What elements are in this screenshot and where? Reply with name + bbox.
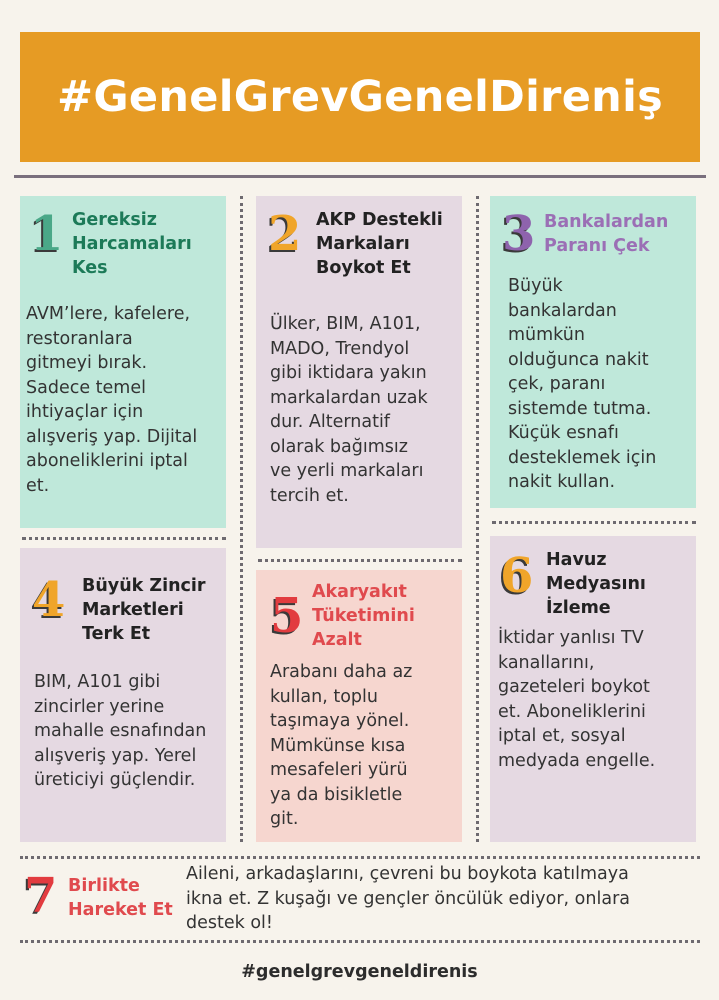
- card-1: [20, 196, 226, 528]
- card-number: 7: [24, 868, 58, 924]
- card-title: Gereksiz Harcamaları Kes: [72, 210, 192, 278]
- card-title: Havuz Medyasını İzleme: [546, 550, 646, 618]
- card-number: 3: [502, 206, 536, 262]
- card-4: [20, 548, 226, 842]
- card-title: Akaryakıt Tüketimini Azalt: [312, 582, 415, 650]
- separator-horizontal: [20, 940, 700, 943]
- card-5: [256, 570, 462, 842]
- card-body: Aileni, arkadaşlarını, çevreni bu boykota katılmaya ikna et. Z kuşağı ve gençler öncülük ediyor, onlara destek ol!: [186, 864, 630, 933]
- card-body: Büyük bankalardan mümkün olduğunca nakit çek, paranı sistemde tutma. Küçük esnafı desteklemek için nakit kullan.: [508, 276, 657, 492]
- card-title: Büyük Zincir Marketleri Terk Et: [82, 576, 206, 644]
- card-body: BIM, A101 gibi zincirler yerine mahalle esnafından alışveriş yap. Yerel üreticiyi güçlendir.: [34, 672, 207, 790]
- card-7: [20, 860, 700, 938]
- separator-vertical: [240, 196, 243, 842]
- divider-line: [14, 175, 706, 178]
- card-body: Ülker, BIM, A101, MADO, Trendyol gibi iktidara yakın markalardan uzak dur. Alternatif olarak bağımsız ve yerli markaları tercih et.: [270, 314, 428, 506]
- separator-vertical: [476, 196, 479, 842]
- card-body: İktidar yanlısı TV kanallarını, gazeteleri boykot et. Aboneliklerini iptal et, sosyal medyada engelle.: [498, 628, 656, 771]
- separator-horizontal: [492, 521, 696, 524]
- card-title: AKP Destekli Markaları Boykot Et: [316, 210, 443, 278]
- card-number: 6: [500, 548, 534, 604]
- card-body: Arabanı daha az kullan, toplu taşımaya yönel. Mümkünse kısa mesafeleri yürü ya da bisikletle git.: [270, 662, 413, 829]
- card-title: Bankalardan Paranı Çek: [544, 212, 669, 256]
- separator-horizontal: [258, 559, 462, 562]
- card-3: [490, 196, 696, 508]
- card-number: 1: [30, 206, 64, 262]
- card-title: Birlikte Hareket Et: [68, 876, 173, 920]
- card-number: 4: [32, 572, 66, 628]
- footer-hashtag: #genelgrevgeneldirenis: [241, 962, 478, 982]
- card-number: 5: [270, 588, 304, 644]
- card-6: [490, 536, 696, 842]
- title-banner: [20, 32, 700, 162]
- card-number: 2: [268, 206, 302, 262]
- card-2: [256, 196, 462, 548]
- banner-title: #GenelGrevGenelDireniş: [56, 72, 664, 122]
- card-body: AVM’lere, kafelere, restoranlara gitmeyi bırak. Sadece temel ihtiyaçlar için alışveriş yap. Dijital aboneliklerini iptal et.: [26, 304, 198, 496]
- separator-horizontal: [22, 537, 226, 540]
- separator-horizontal: [20, 856, 700, 859]
